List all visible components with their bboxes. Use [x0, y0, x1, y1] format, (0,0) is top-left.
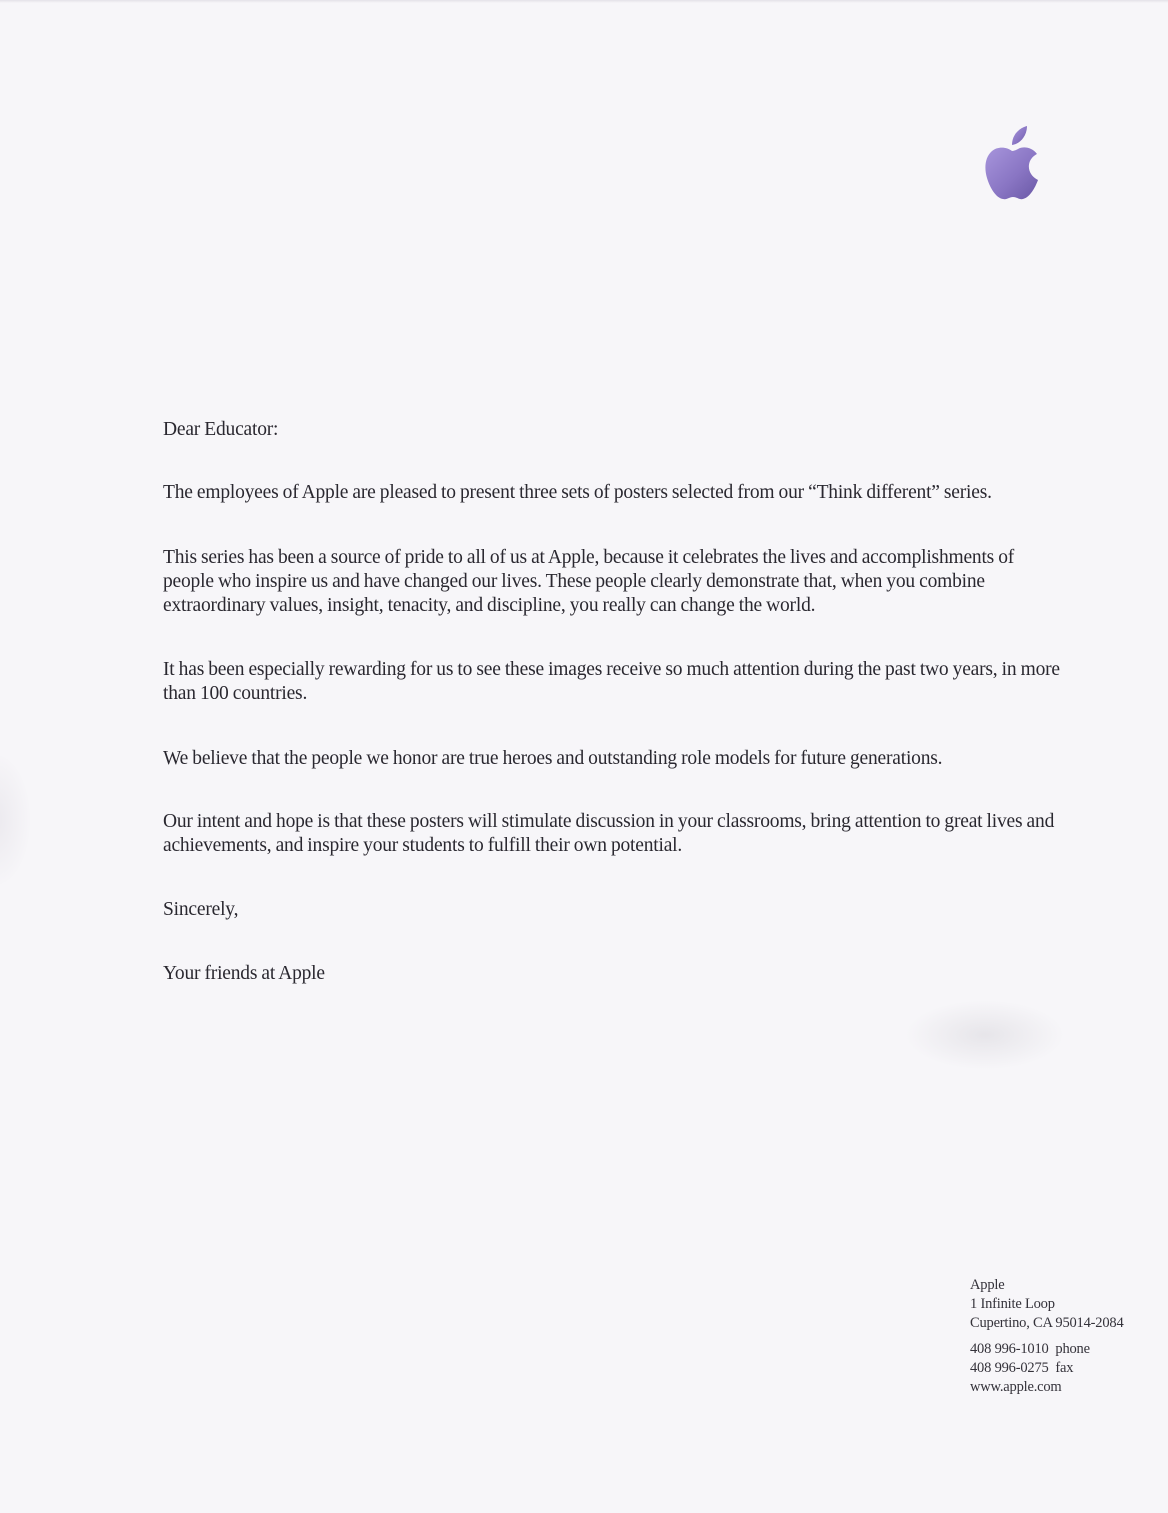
- apple-logo-leaf: [1012, 126, 1027, 145]
- address-street: 1 Infinite Loop: [970, 1296, 1055, 1312]
- postal-address: [970, 1276, 1160, 1333]
- letter-body: [163, 418, 1063, 986]
- address-company: Apple: [970, 1277, 1005, 1293]
- phone-number: 408 996-1010 phone: [970, 1341, 1090, 1357]
- salutation: Dear Educator:: [163, 419, 279, 440]
- signature: Your friends at Apple: [163, 963, 325, 984]
- binder-notch: [0, 755, 30, 885]
- closing: Sincerely,: [163, 899, 239, 920]
- address-city: Cupertino, CA 95014-2084: [970, 1315, 1124, 1331]
- contact-details: [970, 1340, 1160, 1397]
- page-edge-shadow: [0, 0, 1168, 3]
- fax-number: 408 996-0275 fax: [970, 1360, 1074, 1376]
- paper-smudge: [905, 1000, 1065, 1070]
- address-block: [970, 1276, 1160, 1397]
- paragraph-5: Our intent and hope is that these posters will stimulate discussion in your classrooms, bring attention to great lives and achievements, and inspire your students to fulfill their own potential.: [163, 811, 1055, 856]
- paragraph-1: The employees of Apple are pleased to present three sets of posters selected from our “Think different” series.: [163, 482, 992, 503]
- paragraph-2: This series has been a source of pride to all of us at Apple, because it celebrates the lives and accomplishments of people who inspire us and have changed our lives. These people clearly demonstrate that, when you combine extraordinary values, insight, tenacity, and discipline, you really can change the world.: [163, 547, 1015, 616]
- apple-logo-icon: [982, 123, 1042, 203]
- website-link[interactable]: www.apple.com: [970, 1379, 1062, 1395]
- paragraph-3: It has been especially rewarding for us to see these images receive so much attention during the past two years, in more than 100 countries.: [163, 659, 1060, 704]
- paragraph-4: We believe that the people we honor are true heroes and outstanding role models for future generations.: [163, 748, 943, 769]
- apple-logo-body: [985, 147, 1038, 199]
